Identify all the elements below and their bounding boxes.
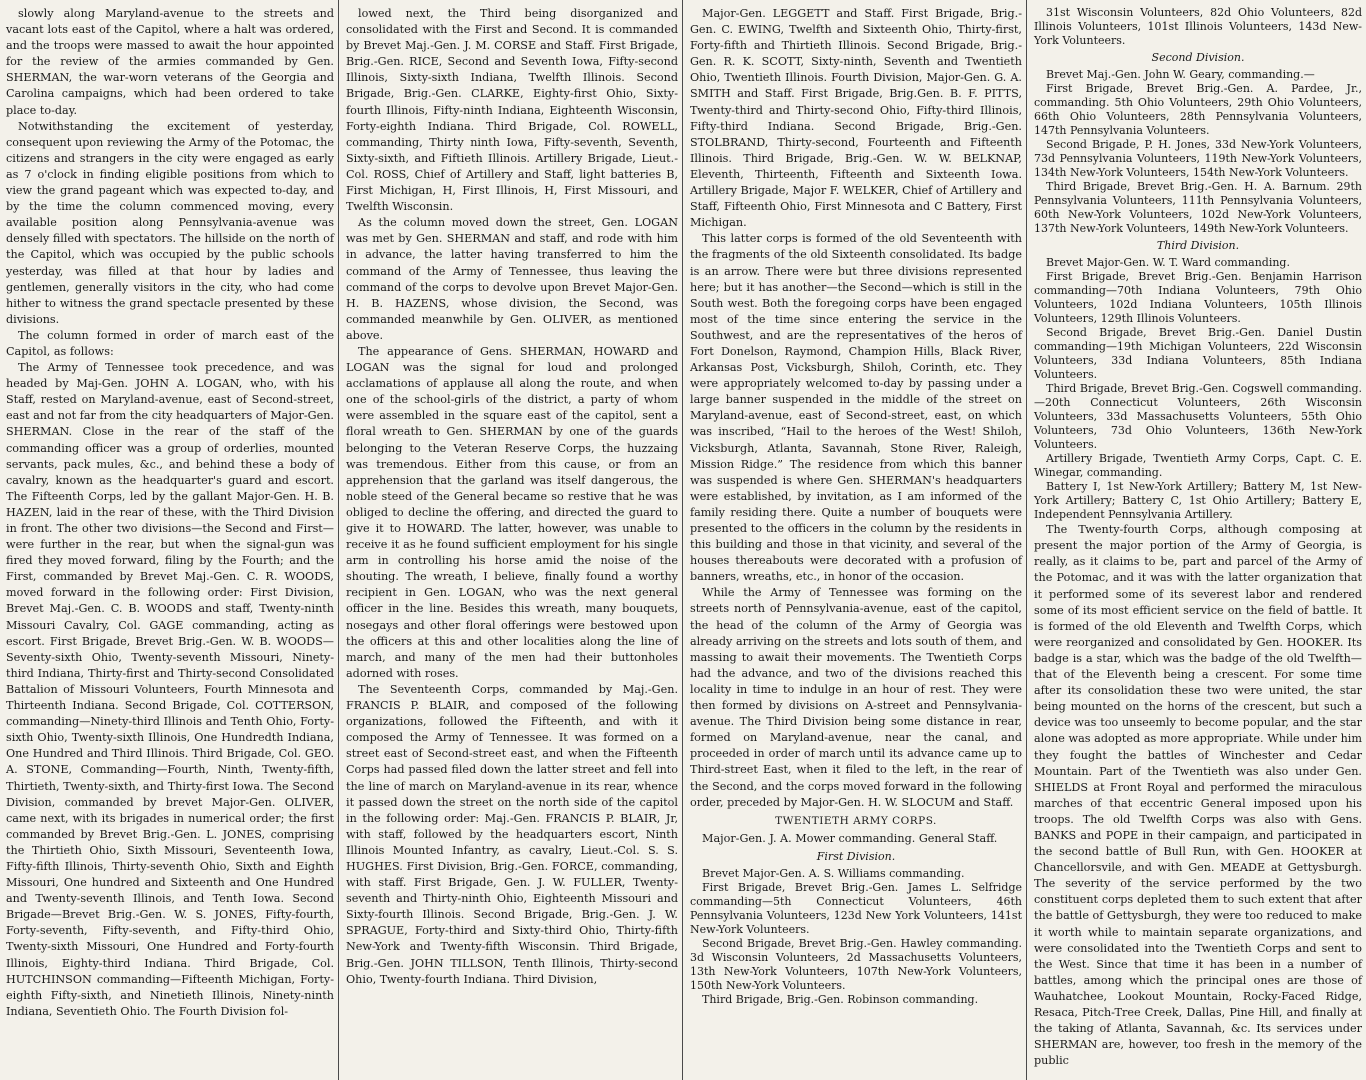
list-item: 31st Wisconsin Volunteers, 82d Ohio Volunteers, 82d Illinois Volunteers, 101st Illinois Volunteers, 143d New-York Volunteers. [1034, 6, 1362, 47]
article-paragraph: As the column moved down the street, Gen. LOGAN was met by Gen. SHERMAN and staff, and rode with him in advance, the latter having transferred to him the command of the Army of Tennessee, thus leaving the command of the corps to devolve upon Brevet Major-Gen. H. B. HAZENS, whose division, the Second, was commanded meanwhile by Gen. OLIVER, as mentioned above. [346, 216, 678, 342]
list-item: Second Brigade, Brevet Brig.-Gen. Daniel Dustin commanding—19th Michigan Volunteers, 22d Wisconsin Volunteers, 33d Indiana Volunteers, 85th Indiana Volunteers. [1034, 326, 1362, 382]
list-item: Battery I, 1st New-York Artillery; Battery M, 1st New-York Artillery; Battery C, 1st Ohio Artillery; Battery E, Independent Pennsylvania Artillery. [1034, 480, 1362, 522]
article-paragraph: Major-Gen. J. A. Mower commanding. General Staff. [702, 831, 998, 845]
article-paragraph: The column formed in order of march east of the Capitol, as follows: [6, 328, 334, 358]
list-item: First Brigade, Brevet Brig.-Gen. Benjamin Harrison commanding—70th Indiana Volunteers, 79th Ohio Volunteers, 102d Indiana Volunteers, 105th Illinois Volunteers, 129th Illinois Volunteers. [1034, 270, 1362, 326]
list-item: Third Brigade, Brevet Brig.-Gen. H. A. Barnum. 29th Pennsylvania Volunteers, 111th Pennsylvania Volunteers, 60th New-York Volunteers, 102d New-York Volunteers, 137th New-York Volunteers, 149th New-York Volunteers. [1034, 180, 1362, 236]
list-item: Brevet Major-Gen. A. S. Williams commanding. [702, 866, 965, 880]
list-item: Second Brigade, P. H. Jones, 33d New-York Volunteers, 73d Pennsylvania Volunteers, 119th New-York Volunteers, 134th New-York Volunteers, 154th New-York Volunteers. [1034, 138, 1362, 180]
column-rule [338, 0, 339, 1080]
article-paragraph: The Seventeenth Corps, commanded by Maj.-Gen. FRANCIS P. BLAIR, and composed of the following organizations, followed the Fifteenth, and with it composed the Army of Tennessee. It was formed on a street east of Second-street east, and when the Fifteenth Corps had passed filed down the latter street and fell into the line of march on Maryland-avenue in its rear, whence it passed down the street on the north side of the capitol in the following order: Maj.-Gen. FRANCIS P. BLAIR, Jr, with staff, followed by the headquarters escort, Ninth Illinois Mounted Infantry, as cavalry, Lieut.-Col. S. S. HUGHES. First Division, Brig.-Gen. FORCE, commanding, with staff. First Brigade, Gen. J. W. FULLER, Twenty-seventh and Thirty-ninth Ohio, Eighteenth Missouri and Sixty-fourth Illinois. Second Brigade, Brig.-Gen. J. W. SPRAGUE, Forty-third and Sixty-third Ohio, Thirty-fifth New-York and Twenty-fifth Wisconsin. Third Brigade, Brig.-Gen. JOHN TILLSON, Tenth Illinois, Thirty-second Ohio, Twenty-fourth Indiana. Third Division, [346, 682, 678, 986]
list-item: Brevet Maj.-Gen. John W. Geary, commanding.— [1046, 68, 1315, 82]
article-paragraph: The Army of Tennessee took precedence, and was headed by Maj-Gen. JOHN A. LOGAN, who, with his Staff, rested on Maryland-avenue, east of Second-street, east and not far from the city headquarters of Major-Gen. SHERMAN. Close in the rear of the staff of the commanding officer was a group of orderlies, mounted servants, pack mules, &c., and behind these a body of cavalry, known as the headquarter's guard and escort. The Fifteenth Corps, led by the gallant Major-Gen. H. B. HAZEN, laid in the rear of these, with the Third Division in front. The other two divisions—the Second and First—were further in the rear, but when the signal-gun was fired they moved forward, filing by the Fourth; and the First, commanded by Brevet Maj.-Gen. C. R. WOODS, moved forward in the following order: First Division, Brevet Maj.-Gen. C. B. WOODS and staff, Twenty-ninth Missouri Cavalry, Col. GAGE commanding, acting as escort. First Brigade, Brevet Brig.-Gen. W. B. WOODS—Seventy-sixth Ohio, Twenty-seventh Missouri, Ninety-third Indiana, Thirty-first and Thirty-second Consolidated Battalion of Missouri Volunteers, Fourth Minnesota and Thirteenth Indiana. Second Brigade, Col. COTTERSON, commanding—Ninety-third Illinois and Tenth Ohio, Forty-sixth Ohio, Twenty-sixth Illinois, One Hundredth Indiana, One Hundred and Third Illinois. Third Brigade, Col. GEO. A. STONE, Commanding—Fourth, Ninth, Twenty-fifth, Thirtieth, Twenty-sixth, and Thirty-first Iowa. The Second Division, commanded by brevet Major-Gen. OLIVER, came next, with its brigades in numerical order; the first commanded by Brevet Brig.-Gen. L. JONES, comprising the Thirtieth Ohio, Sixth Missouri, Seventeenth Iowa, Fifty-fifth Illinois, Thirty-seventh Ohio, Sixth and Eighth Missouri, One hundred and Sixteenth and One Hundred and Twenty-seventh Illinois, and Tenth Iowa. Second Brigade—Brevet Brig.-Gen. W. S. JONES, Fifty-fourth, Forty-seventh, Fifty-seventh, and Fifty-third Ohio, Twenty-sixth Missouri, One Hundred and Forty-fourth Illinois, Eighty-third Indiana. Third Brigade, Col. HUTCHINSON commanding—Fifteenth Michigan, Forty-eighth Fifty-sixth, and Ninetieth Illinois, Ninety-ninth Indiana, Seventieth Ohio. The Fourth Division fol- [6, 361, 334, 1018]
corps-heading: TWENTIETH ARMY CORPS. [775, 814, 937, 827]
column-rule [682, 0, 683, 1080]
article-paragraph: The appearance of Gens. SHERMAN, HOWARD and LOGAN was the signal for loud and prolonged acclamations of applause all along the route, and when one of the school-girls of the district, a party of whom were assembled in the square east of the capitol, sent a floral wreath to Gen. SHERMAN by one of the guards belonging to the Veteran Reserve Corps, the huzzaing was tremendous. Either from this cause, or from an apprehension that the garland was itself dangerous, the noble steed of the General became so restive that he was obliged to decline the offering, and directed the guard to give it to HOWARD. The latter, however, was unable to receive it as he found sufficient employment for his single arm in controlling his horse amid the noise of the shouting. The wreath, I believe, finally found a worthy recipient in Gen. LOGAN, who was the next general officer in the line. Besides this wreath, many bouquets, nosegays and other floral offerings were bestowed upon the officers at this and other localities along the line of march, and many of the men had their buttonholes adorned with roses. [346, 344, 678, 680]
column-3 [684, 0, 1026, 1080]
article-paragraph: lowed next, the Third being disorganized and consolidated with the First and Second. It is commanded by Brevet Maj.-Gen. J. M. CORSE and Staff. First Brigade, Brig.-Gen. RICE, Second and Seventh Iowa, Fifty-second Illinois, Sixty-sixth Indiana, Twelfth Illinois. Second Brigade, Brig.-Gen. CLARKE, Eighty-first Ohio, Sixty-fourth Illinois, Fifty-ninth Indiana, Eighteenth Wisconsin, Forty-eighth Indiana. Third Brigade, Col. ROWELL, commanding, Thirty ninth Iowa, Fifty-seventh, Seventh, Sixty-sixth, and Fiftieth Illinois. Artillery Brigade, Lieut.-Col. ROSS, Chief of Artillery and Staff, light batteries B, First Michigan, H, First Illinois, H, First Missouri, and Twelfth Wisconsin. [346, 7, 678, 214]
column-rule [1026, 0, 1027, 1080]
section-heading: Third Division. [1156, 239, 1240, 253]
list-item: Third Brigade, Brevet Brig.-Gen. Cogswell commanding.—20th Connecticut Volunteers, 26th Wisconsin Volunteers, 33d Massachusetts Volunteers, 55th Ohio Volunteers, 73d Ohio Volunteers, 136th New-York Volunteers. [1034, 382, 1362, 452]
article-paragraph: This latter corps is formed of the old Seventeenth with the fragments of the old Sixteenth consolidated. Its badge is an arrow. There were but three divisions represented here; but it has another—the Second—which is still in the South west. Both the foregoing corps have been engaged most of the time since entering the service in the Southwest, and are the representatives of the heros of Fort Donelson, Raymond, Champion Hills, Black River, Arkansas Post, Vicksburgh, Shiloh, Corinth, etc. They were appropriately welcomed to-day by passing under a large banner suspended in the middle of the street on Maryland-avenue, east of Second-street, east, on which was inscribed, “Hail to the heroes of the West! Shiloh, Vicksburgh, Atlanta, Savannah, Stone River, Raleigh, Mission Ridge.” The residence from which this banner was suspended is where Gen. SHERMAN's headquarters were established, by invitation, as I am informed of the family residing there. Quite a number of bouquets were presented to the officers in the column by the residents in this building and those in that vicinity, and several of the houses thereabouts were decorated with a profusion of banners, wreaths, etc., in honor of the occasion. [690, 232, 1022, 584]
column-4 [1028, 0, 1366, 1080]
article-paragraph: Major-Gen. LEGGETT and Staff. First Brigade, Brig.-Gen. C. EWING, Twelfth and Sixteenth Ohio, Thirty-first, Forty-fifth and Thirtieth Illinois. Second Brigade, Brig.-Gen. R. K. SCOTT, Sixty-ninth, Seventh and Twentieth Ohio, Twentieth Illinois. Fourth Division, Major-Gen. G. A. SMITH and Staff. First Brigade, Brig.Gen. B. F. PITTS, Twenty-third and Thirty-second Ohio, Fifty-third Illinois, Fifty-third Indiana. Second Brigade, Brig.-Gen. STOLBRAND, Thirty-second, Fourteenth and Fifteenth Illinois. Third Brigade, Brig.-Gen. W. W. BELKNAP, Eleventh, Thirteenth, Fifteenth and Sixteenth Iowa. Artillery Brigade, Major F. WELKER, Chief of Artillery and Staff, Fifteenth Ohio, First Minnesota and C Battery, First Michigan. [690, 7, 1022, 230]
list-item: Artillery Brigade, Twentieth Army Corps, Capt. C. E. Winegar, commanding. [1034, 452, 1362, 480]
list-item: First Brigade, Brevet Brig.-Gen. A. Pardee, Jr., commanding. 5th Ohio Volunteers, 29th Ohio Volunteers, 66th Ohio Volunteers, 28th Pennsylvania Volunteers, 147th Pennsylvania Volunteers. [1034, 82, 1362, 138]
section-heading: Second Division. [1151, 51, 1245, 64]
list-item: First Brigade, Brevet Brig.-Gen. James L. Selfridge commanding—5th Connecticut Volunteers, 46th Pennsylvania Volunteers, 123d New York Volunteers, 141st New-York Volunteers. [690, 880, 1022, 936]
column-1 [0, 0, 338, 1080]
article-paragraph: While the Army of Tennessee was forming on the streets north of Pennsylvania-avenue, east of the capitol, the head of the column of the Army of Georgia was already arriving on the streets and lots south of them, and massing to await their movements. The Twentieth Corps had the advance, and two of the divisions reached this locality in time to indulge in an hour of rest. They were then formed by divisions on A-street and Pennsylvania-avenue. The Third Division being some distance in rear, formed on Maryland-avenue, near the canal, and proceeded in order of march until its advance came up to Third-street East, when it filed to the left, in the rear of the Second, and the corps moved forward in the following order, preceded by Major-Gen. H. W. SLOCUM and Staff. [690, 586, 1022, 809]
article-paragraph: Notwithstanding the excitement of yesterday, consequent upon reviewing the Army of the Potomac, the citizens and strangers in the city were engaged as early as 7 o'clock in finding eligible positions from which to view the grand pageant which was expected to-day, and by the time the column commenced moving, every available position along Pennsylvania-avenue was densely filled with spectators. The hillside on the north of the Capitol, which was occupied by the public schools yesterday, was filled at that hour by ladies and gentlemen, generally visitors in the city, who had come hither to witness the grand spectacle presented by these divisions. [6, 119, 334, 326]
list-item: Third Brigade, Brig.-Gen. Robinson commanding. [702, 992, 979, 1006]
section-heading: First Division. [816, 849, 896, 863]
article-paragraph: slowly along Maryland-avenue to the streets and vacant lots east of the Capitol, where a halt was ordered, and the troops were massed to await the hour appointed for the review of the armies commanded by Gen. SHERMAN, the war-worn veterans of the Georgia and Carolina campaigns, which had been ordered to take place to-day. [6, 7, 334, 117]
column-2 [340, 0, 682, 1080]
list-item: Second Brigade, Brevet Brig.-Gen. Hawley commanding. 3d Wisconsin Volunteers, 2d Massachusetts Volunteers, 13th New-York Volunteers, 107th New-York Volunteers, 150th New-York Volunteers. [690, 936, 1022, 992]
article-paragraph: The Twenty-fourth Corps, although composing at present the major portion of the Army of Georgia, is really, as it claims to be, part and parcel of the Army of the Potomac, and it was with the latter organization that it performed some of its severest labor and rendered some of its most efficient service on the field of battle. It is formed of the old Eleventh and Twelfth Corps, which were reorganized and consolidated by Gen. HOOKER. Its badge is a star, which was the badge of the old Twelfth—that of the Eleventh being a crescent. For some time after its consolidation these two were united, the star being mounted on the horns of the crescent, but such a device was too unseemly to become popular, and the star alone was adopted as more appropriate. While under him they fought the battles of Winchester and Cedar Mountain. Part of the Twentieth was also under Gen. SHIELDS at Front Royal and performed the miraculous marches of that eccentric General imposed upon his troops. The old Twelfth Corps was also with Gens. BANKS and POPE in their campaign, and participated in the second battle of Bull Run, with Gen. HOOKER at Chancellorsvile, and with Gen. MEADE at Gettysburgh. The severity of the service performed by the two constituent corps depleted them to such extent that after the battle of Gettysburgh, they were too reduced to make it worth while to maintain separate organizations, and were consolidated into the Twentieth Corps and sent to the West. Since that time it has been in a number of battles, among which the principal ones are those of Wauhatchee, Lookout Mountain, Rocky-Faced Ridge, Resaca, Pitch-Tree Creek, Dallas, Pine Hill, and finally at the taking of Atlanta, Savannah, &c. Its services under SHERMAN are, however, too fresh in the memory of the public [1034, 523, 1362, 1068]
list-item: Brevet Major-Gen. W. T. Ward commanding. [1046, 256, 1290, 270]
